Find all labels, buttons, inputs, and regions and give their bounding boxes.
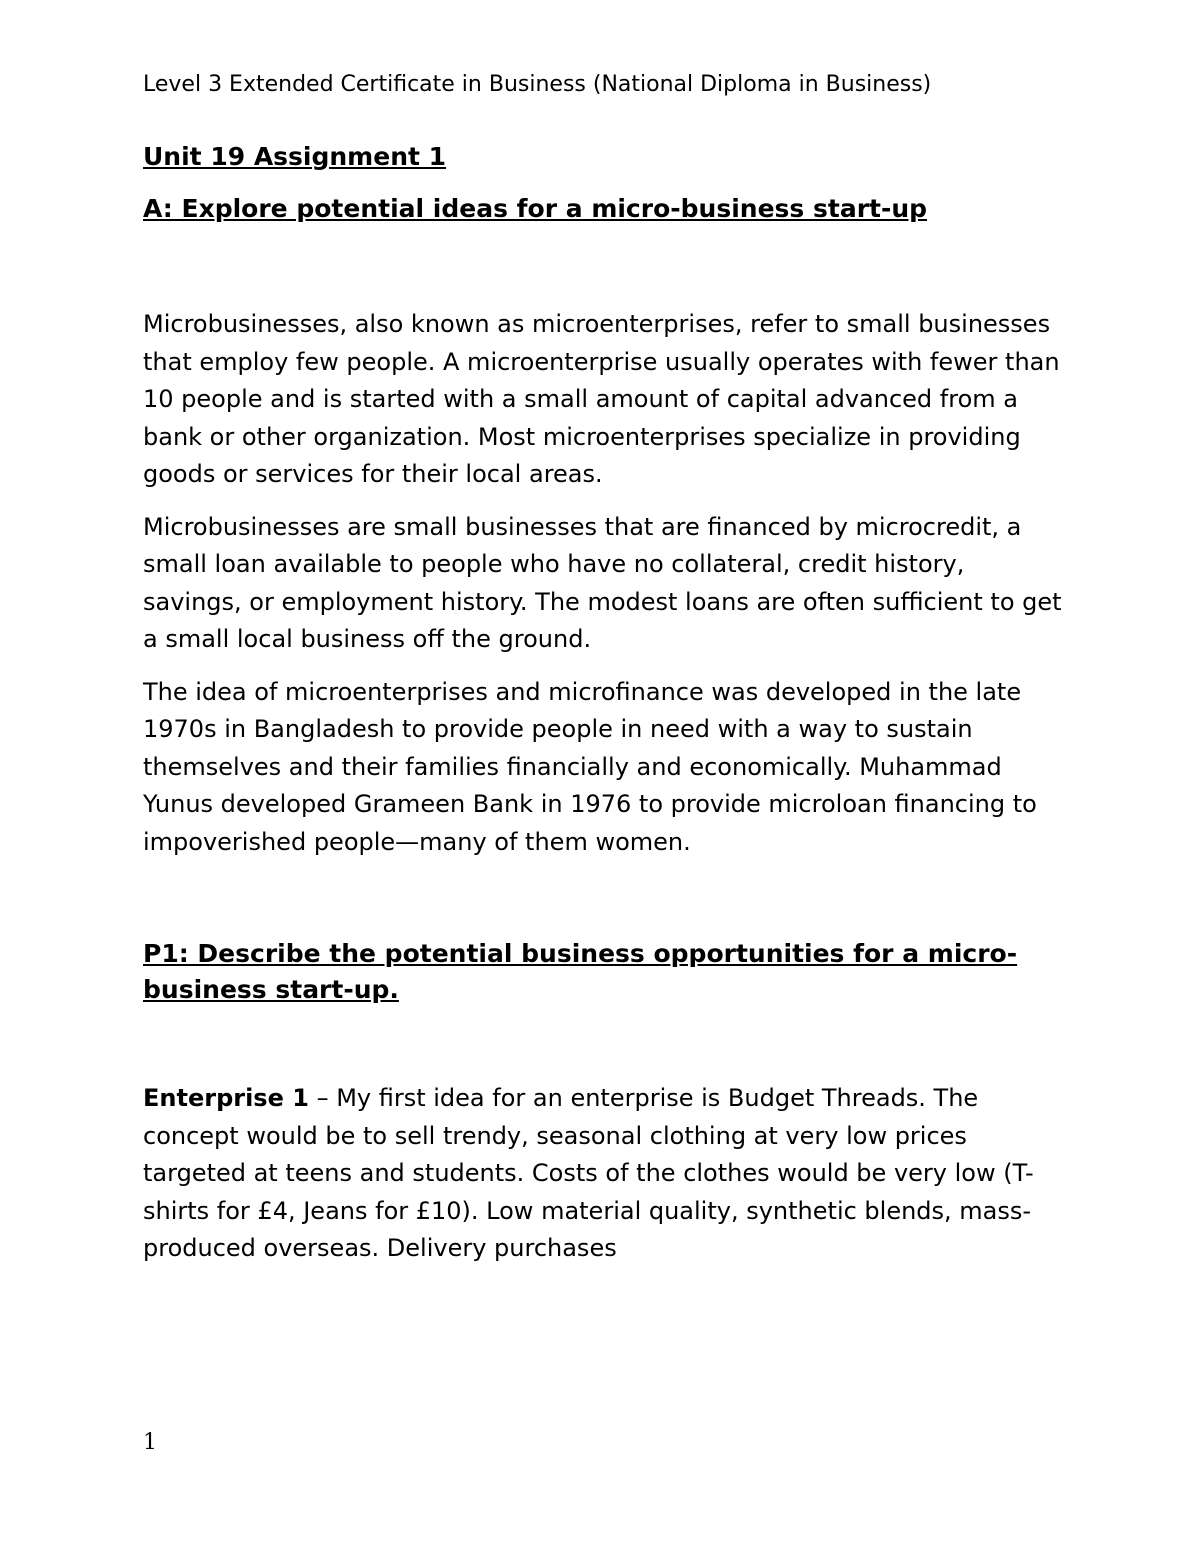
unit-title: Unit 19 Assignment 1 bbox=[143, 142, 447, 171]
paragraph-microbusiness-definition: Microbusinesses, also known as microenterprises, refer to small businesses that employ few people. A microenterprise usually operates with fewer than 10 people and is started with a small amount of capital advanced from a bank or other organization. Most microenterprises specialize in providing goods or services for their local areas. bbox=[143, 310, 1060, 488]
page-number: 1 bbox=[143, 1430, 157, 1455]
page-header: Level 3 Extended Certificate in Business (National Diploma in Business) bbox=[143, 72, 932, 97]
p1-heading: P1: Describe the potential business opportunities for a micro-business start-up. bbox=[143, 939, 1018, 1004]
paragraph-microcredit: Microbusinesses are small businesses that are financed by microcredit, a small loan available to people who have no collateral, credit history, savings, or employment history. The modest loans are often sufficient to get a small local business off the ground. bbox=[143, 512, 1062, 653]
paragraph-enterprise-1 bbox=[143, 1080, 1063, 1268]
document-body bbox=[143, 140, 1063, 1268]
paragraph-history: The idea of microenterprises and microfinance was developed in the late 1970s in Bangladesh to provide people in need with a way to sustain themselves and their families financially and economically. Muhammad Yunus developed Grameen Bank in 1976 to provide microloan financing to impoverished people—many of them women. bbox=[143, 677, 1037, 856]
section-a-heading: A: Explore potential ideas for a micro-business start-up bbox=[143, 194, 928, 223]
enterprise-1-label: Enterprise 1 bbox=[143, 1084, 309, 1112]
enterprise-1-text: – My first idea for an enterprise is Budget Threads. The concept would be to sell trendy, seasonal clothing at very low prices targeted at teens and students. Costs of the clothes would be very low (T-shirts for £4, Jeans for £10). Low material quality, synthetic blends, mass-produced overseas. Delivery purchases bbox=[143, 1084, 1034, 1262]
